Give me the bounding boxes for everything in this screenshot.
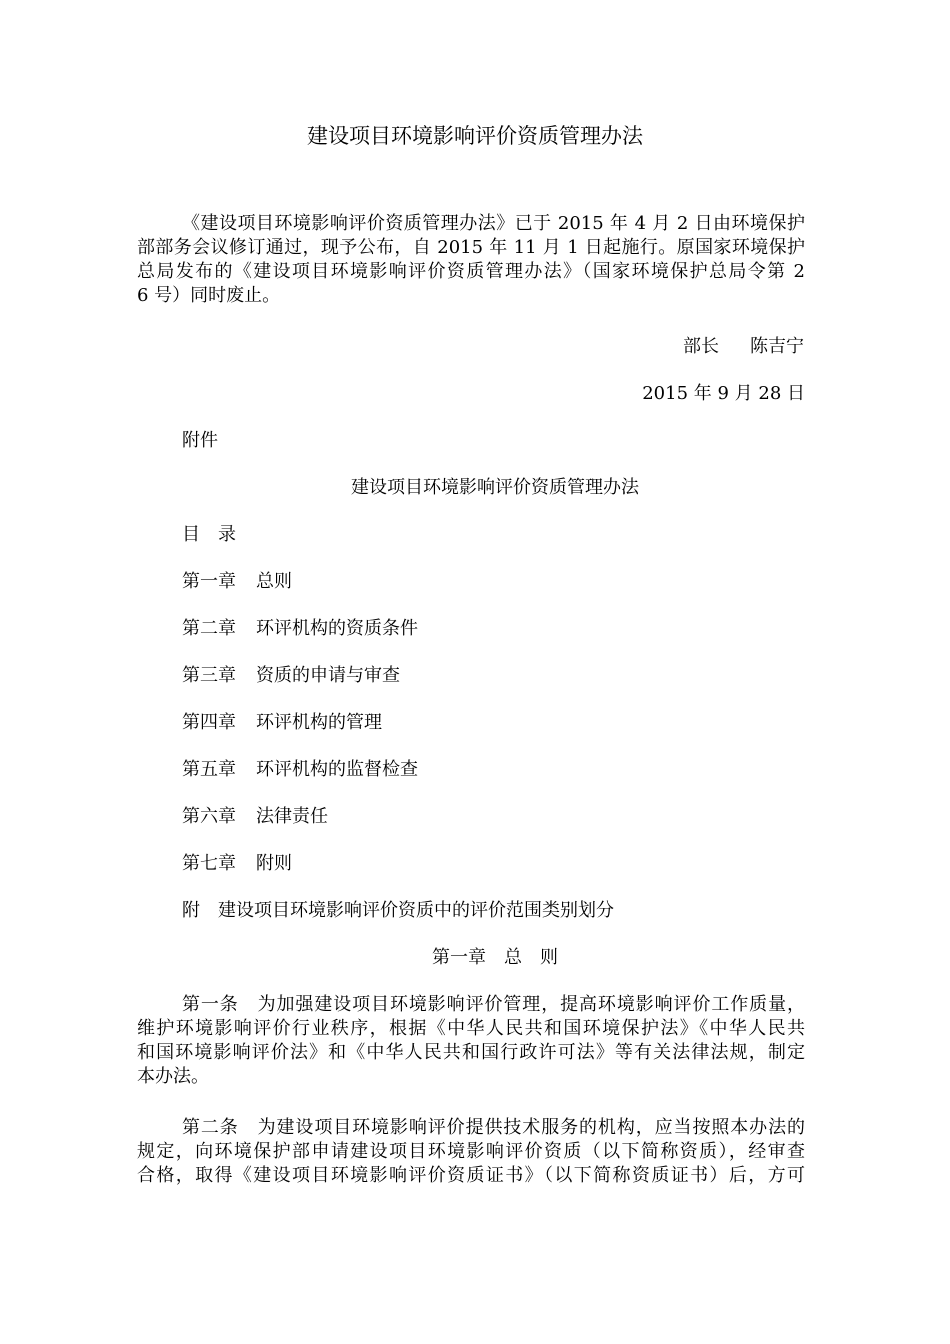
toc-chapter-title: 法律责任 <box>256 806 328 827</box>
attachment-title: 建设项目环境影响评价资质管理办法 <box>351 477 639 498</box>
toc-chapter-title: 环评机构的监督检查 <box>256 759 418 780</box>
preamble-line-2: 部部务会议修订通过，现予公布，自 2015 年 11 月 1 日起施行。原国家环境保护 <box>137 237 805 258</box>
toc-chapter-number: 第二章 <box>182 618 236 639</box>
chapter-heading: 第一章 总 则 <box>432 947 558 968</box>
signature-name: 陈吉宁 <box>750 336 804 357</box>
signature-role: 部长 <box>683 336 719 357</box>
toc-item <box>182 758 418 782</box>
toc-chapter-title: 环评机构的管理 <box>256 712 382 733</box>
toc-item <box>182 664 400 688</box>
toc-item <box>182 570 292 594</box>
toc-item <box>182 852 292 876</box>
toc-appendix-entry: 附 建设项目环境影响评价资质中的评价范围类别划分 <box>182 900 614 921</box>
toc-chapter-number: 第七章 <box>182 853 236 874</box>
toc-chapter-number: 第六章 <box>182 806 236 827</box>
preamble-line-3: 总局发布的《建设项目环境影响评价资质管理办法》（国家环境保护总局令第 2 <box>137 261 805 282</box>
toc-item <box>182 805 328 829</box>
document-title: 建设项目环境影响评价资质管理办法 <box>307 124 643 148</box>
toc-chapter-title: 总则 <box>256 571 292 592</box>
article-1-line-4: 本办法。 <box>137 1066 209 1087</box>
toc-item <box>182 711 382 735</box>
toc-chapter-number: 第四章 <box>182 712 236 733</box>
article-1-line-3: 和国环境影响评价法》和《中华人民共和国行政许可法》等有关法律法规，制定 <box>137 1042 805 1063</box>
toc-chapter-number: 第五章 <box>182 759 236 780</box>
signature-date: 2015 年 9 月 28 日 <box>642 383 805 404</box>
article-1-line-2: 维护环境影响评价行业秩序，根据《中华人民共和国环境保护法》《中华人民共 <box>137 1018 805 1039</box>
toc-chapter-title: 资质的申请与审查 <box>256 665 400 686</box>
article-2-line-2: 规定，向环境保护部申请建设项目环境影响评价资质（以下简称资质），经审查 <box>137 1141 805 1162</box>
toc-chapter-number: 第一章 <box>182 571 236 592</box>
article-2-line-3: 合格，取得《建设项目环境影响评价资质证书》（以下简称资质证书）后，方可 <box>137 1165 805 1186</box>
preamble-line-1: 《建设项目环境影响评价资质管理办法》已于 2015 年 4 月 2 日由环境保护 <box>182 213 805 234</box>
preamble-line-4: 6 号）同时废止。 <box>137 285 281 306</box>
toc-item <box>182 617 418 641</box>
toc-chapter-title: 环评机构的资质条件 <box>256 618 418 639</box>
toc-chapter-number: 第三章 <box>182 665 236 686</box>
toc-chapter-title: 附则 <box>256 853 292 874</box>
article-1-line-1: 第一条 为加强建设项目环境影响评价管理，提高环境影响评价工作质量， <box>182 994 805 1015</box>
article-2-line-1: 第二条 为建设项目环境影响评价提供技术服务的机构，应当按照本办法的 <box>182 1117 805 1138</box>
toc-heading: 目 录 <box>182 524 236 545</box>
attachment-label: 附件 <box>182 430 218 451</box>
